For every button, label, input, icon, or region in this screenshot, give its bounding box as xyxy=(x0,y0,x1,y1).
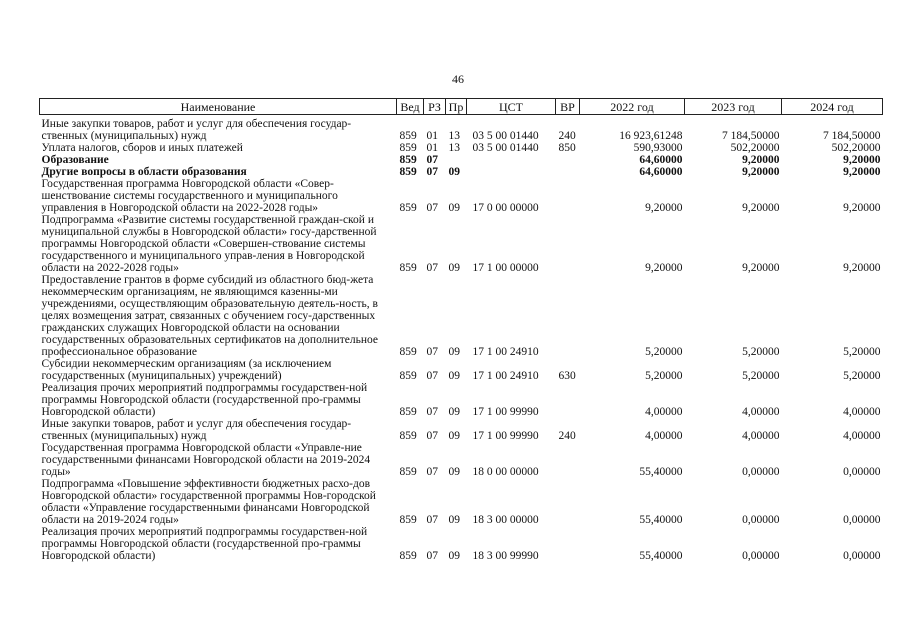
row-2022: 5,20000 xyxy=(645,346,683,358)
row-pr: 09 xyxy=(448,166,460,178)
row-rz: 07 xyxy=(426,370,438,382)
row-2024: 4,00000 xyxy=(843,406,881,418)
row-2022: 64,60000 xyxy=(639,154,683,166)
row-vr xyxy=(556,178,580,214)
row-name: Подпрограмма «Развитие системы государственной граждан-ской и муниципальной службы в Новгородской области» госу-дарственной программы Новгородской области «Совершен-ствование системы государственного и муниципального управ-ления в Новгородской области на 2022-2028 годы» xyxy=(41,214,377,274)
row-name: Другие вопросы в области образования xyxy=(41,166,247,178)
row-ved: 859 xyxy=(399,202,417,214)
row-vr: 850 xyxy=(558,142,576,154)
row-2022: 55,40000 xyxy=(639,550,683,562)
row-ved: 859 xyxy=(399,130,417,142)
row-ved: 859 xyxy=(399,346,417,358)
row-ved: 859 xyxy=(399,430,417,442)
row-pr xyxy=(446,154,467,166)
row-vr xyxy=(556,526,580,562)
header-rz: РЗ xyxy=(424,99,446,115)
row-pr: 09 xyxy=(448,202,460,214)
row-cst: 18 3 00 99990 xyxy=(472,550,539,562)
row-2022: 5,20000 xyxy=(645,370,683,382)
row-2023: 0,00000 xyxy=(742,466,780,478)
row-rz: 07 xyxy=(426,154,438,166)
row-rz: 07 xyxy=(426,430,438,442)
row-2023: 4,00000 xyxy=(742,406,780,418)
table-row xyxy=(40,382,883,418)
header-2022: 2022 год xyxy=(580,99,685,115)
page-number: 46 xyxy=(452,72,464,86)
row-ved: 859 xyxy=(399,166,417,178)
row-ved: 859 xyxy=(399,550,417,562)
row-pr: 13 xyxy=(448,130,460,142)
row-2023: 5,20000 xyxy=(742,370,780,382)
row-cst: 17 0 00 00000 xyxy=(472,202,539,214)
row-vr xyxy=(556,382,580,418)
row-2024: 502,20000 xyxy=(831,142,881,154)
row-vr xyxy=(556,442,580,478)
row-pr: 09 xyxy=(448,346,460,358)
row-pr: 13 xyxy=(448,142,460,154)
row-vr xyxy=(556,154,580,166)
row-pr: 09 xyxy=(448,550,460,562)
row-pr: 09 xyxy=(448,406,460,418)
row-2024: 4,00000 xyxy=(843,430,881,442)
row-name: Подпрограмма «Повышение эффективности бюджетных расхо-дов Новгородской области» государственной программы Нов-городской области «Управление государственными финансами Новгородской области на 2019-2024 годы» xyxy=(41,478,376,526)
row-rz: 07 xyxy=(426,262,438,274)
row-2023: 9,20000 xyxy=(742,262,780,274)
row-2022: 590,93000 xyxy=(633,142,683,154)
row-vr: 630 xyxy=(558,370,576,382)
row-vr xyxy=(556,166,580,178)
row-rz: 07 xyxy=(426,202,438,214)
row-rz: 07 xyxy=(426,406,438,418)
row-2023: 0,00000 xyxy=(742,550,780,562)
row-2023: 0,00000 xyxy=(742,514,780,526)
row-name: Предоставление грантов в форме субсидий из областного бюд-жета некоммерческим организациям, не являющимся казенны-ми учреждениями, осуществляющим образовательную деятель-ность, в целях возмещения затрат, связанных с обучением госу-дарственных гражданских служащих Новгородской области на основании государственных образовательных сертификатов на дополнительное профессиональное образование xyxy=(41,274,378,358)
row-name: Реализация прочих мероприятий подпрограммы государствен-ной программы Новгородской области (государственной про-граммы Новгородской области) xyxy=(41,526,368,562)
row-name: Реализация прочих мероприятий подпрограммы государствен-ной программы Новгородской области (государственной про-граммы Новгородской области) xyxy=(41,382,368,418)
row-cst xyxy=(467,154,556,166)
row-vr: 240 xyxy=(558,430,576,442)
table-header xyxy=(40,99,883,115)
row-ved: 859 xyxy=(399,154,417,166)
row-ved: 859 xyxy=(399,514,417,526)
table-row xyxy=(40,166,883,178)
row-cst xyxy=(467,166,556,178)
row-ved: 859 xyxy=(399,262,417,274)
header-pr: Пр xyxy=(446,99,467,115)
row-2022: 4,00000 xyxy=(645,406,683,418)
row-rz: 07 xyxy=(426,550,438,562)
table-row xyxy=(40,478,883,526)
row-cst: 18 0 00 00000 xyxy=(472,466,539,478)
row-2023: 9,20000 xyxy=(742,154,780,166)
table-row xyxy=(40,154,883,166)
row-2022: 64,60000 xyxy=(639,166,683,178)
row-name: Иные закупки товаров, работ и услуг для обеспечения государ-ственных (муниципальных) нужд xyxy=(41,118,352,142)
row-cst: 17 1 00 24910 xyxy=(472,346,539,358)
row-cst: 18 3 00 00000 xyxy=(472,514,539,526)
row-2024: 7 184,50000 xyxy=(823,130,881,142)
row-rz: 07 xyxy=(426,166,438,178)
table-row xyxy=(40,274,883,358)
row-2024: 5,20000 xyxy=(843,346,881,358)
header-name: Наименование xyxy=(40,99,397,115)
row-cst: 17 1 00 99990 xyxy=(472,406,539,418)
table-row xyxy=(40,178,883,214)
row-cst: 03 5 00 01440 xyxy=(472,142,539,154)
row-vr xyxy=(556,478,580,526)
row-pr: 09 xyxy=(448,370,460,382)
header-ved: Вед xyxy=(397,99,424,115)
row-2022: 9,20000 xyxy=(645,262,683,274)
row-2024: 9,20000 xyxy=(843,154,881,166)
row-cst: 03 5 00 01440 xyxy=(472,130,539,142)
row-2022: 55,40000 xyxy=(639,466,683,478)
row-name: Государственная программа Новгородской области «Управле-ние государственными финансами Новгородской области на 2019-2024 годы» xyxy=(41,442,371,478)
row-vr xyxy=(556,274,580,358)
row-2023: 5,20000 xyxy=(742,346,780,358)
table-row xyxy=(40,418,883,442)
row-ved: 859 xyxy=(399,406,417,418)
row-rz: 07 xyxy=(426,466,438,478)
row-name: Уплата налогов, сборов и иных платежей xyxy=(41,142,243,154)
row-2024: 9,20000 xyxy=(843,166,881,178)
table-row xyxy=(40,214,883,274)
row-2023: 4,00000 xyxy=(742,430,780,442)
table-body xyxy=(40,115,883,563)
table-row xyxy=(40,115,883,143)
row-2024: 9,20000 xyxy=(843,262,881,274)
row-ved: 859 xyxy=(399,370,417,382)
row-2024: 0,00000 xyxy=(843,466,881,478)
row-vr: 240 xyxy=(558,130,576,142)
row-2023: 7 184,50000 xyxy=(722,130,780,142)
row-ved: 859 xyxy=(399,466,417,478)
row-2024: 0,00000 xyxy=(843,514,881,526)
row-vr xyxy=(556,214,580,274)
row-2024: 9,20000 xyxy=(843,202,881,214)
row-cst: 17 1 00 00000 xyxy=(472,262,539,274)
row-name: Государственная программа Новгородской области «Совер-шенствование системы государственного и муниципального управления в Новгородской области на 2022-2028 годы» xyxy=(41,178,338,214)
row-pr: 09 xyxy=(448,430,460,442)
table-row xyxy=(40,442,883,478)
row-pr: 09 xyxy=(448,514,460,526)
row-2023: 9,20000 xyxy=(742,202,780,214)
row-name: Субсидии некоммерческим организациям (за исключением государственных (муниципальных) учреждений) xyxy=(41,358,332,382)
row-cst: 17 1 00 99990 xyxy=(472,430,539,442)
row-pr: 09 xyxy=(448,262,460,274)
table-row xyxy=(40,526,883,562)
row-2023: 502,20000 xyxy=(730,142,780,154)
row-rz: 01 xyxy=(426,142,438,154)
row-rz: 01 xyxy=(426,130,438,142)
row-2022: 55,40000 xyxy=(639,514,683,526)
row-2024: 5,20000 xyxy=(843,370,881,382)
row-rz: 07 xyxy=(426,346,438,358)
table-row xyxy=(40,358,883,382)
header-vr: ВР xyxy=(556,99,580,115)
header-2023: 2023 год xyxy=(685,99,782,115)
row-2022: 9,20000 xyxy=(645,202,683,214)
row-2024: 0,00000 xyxy=(843,550,881,562)
row-name: Иные закупки товаров, работ и услуг для обеспечения государ-ственных (муниципальных) нужд xyxy=(41,418,352,442)
row-ved: 859 xyxy=(399,142,417,154)
row-name: Образование xyxy=(41,154,109,166)
row-rz: 07 xyxy=(426,514,438,526)
header-cst: ЦСТ xyxy=(467,99,556,115)
row-cst: 17 1 00 24910 xyxy=(472,370,539,382)
row-pr: 09 xyxy=(448,466,460,478)
budget-table xyxy=(39,98,883,562)
row-2022: 16 923,61248 xyxy=(619,130,683,142)
header-2024: 2024 год xyxy=(782,99,883,115)
row-2022: 4,00000 xyxy=(645,430,683,442)
table-row xyxy=(40,142,883,154)
row-2023: 9,20000 xyxy=(742,166,780,178)
